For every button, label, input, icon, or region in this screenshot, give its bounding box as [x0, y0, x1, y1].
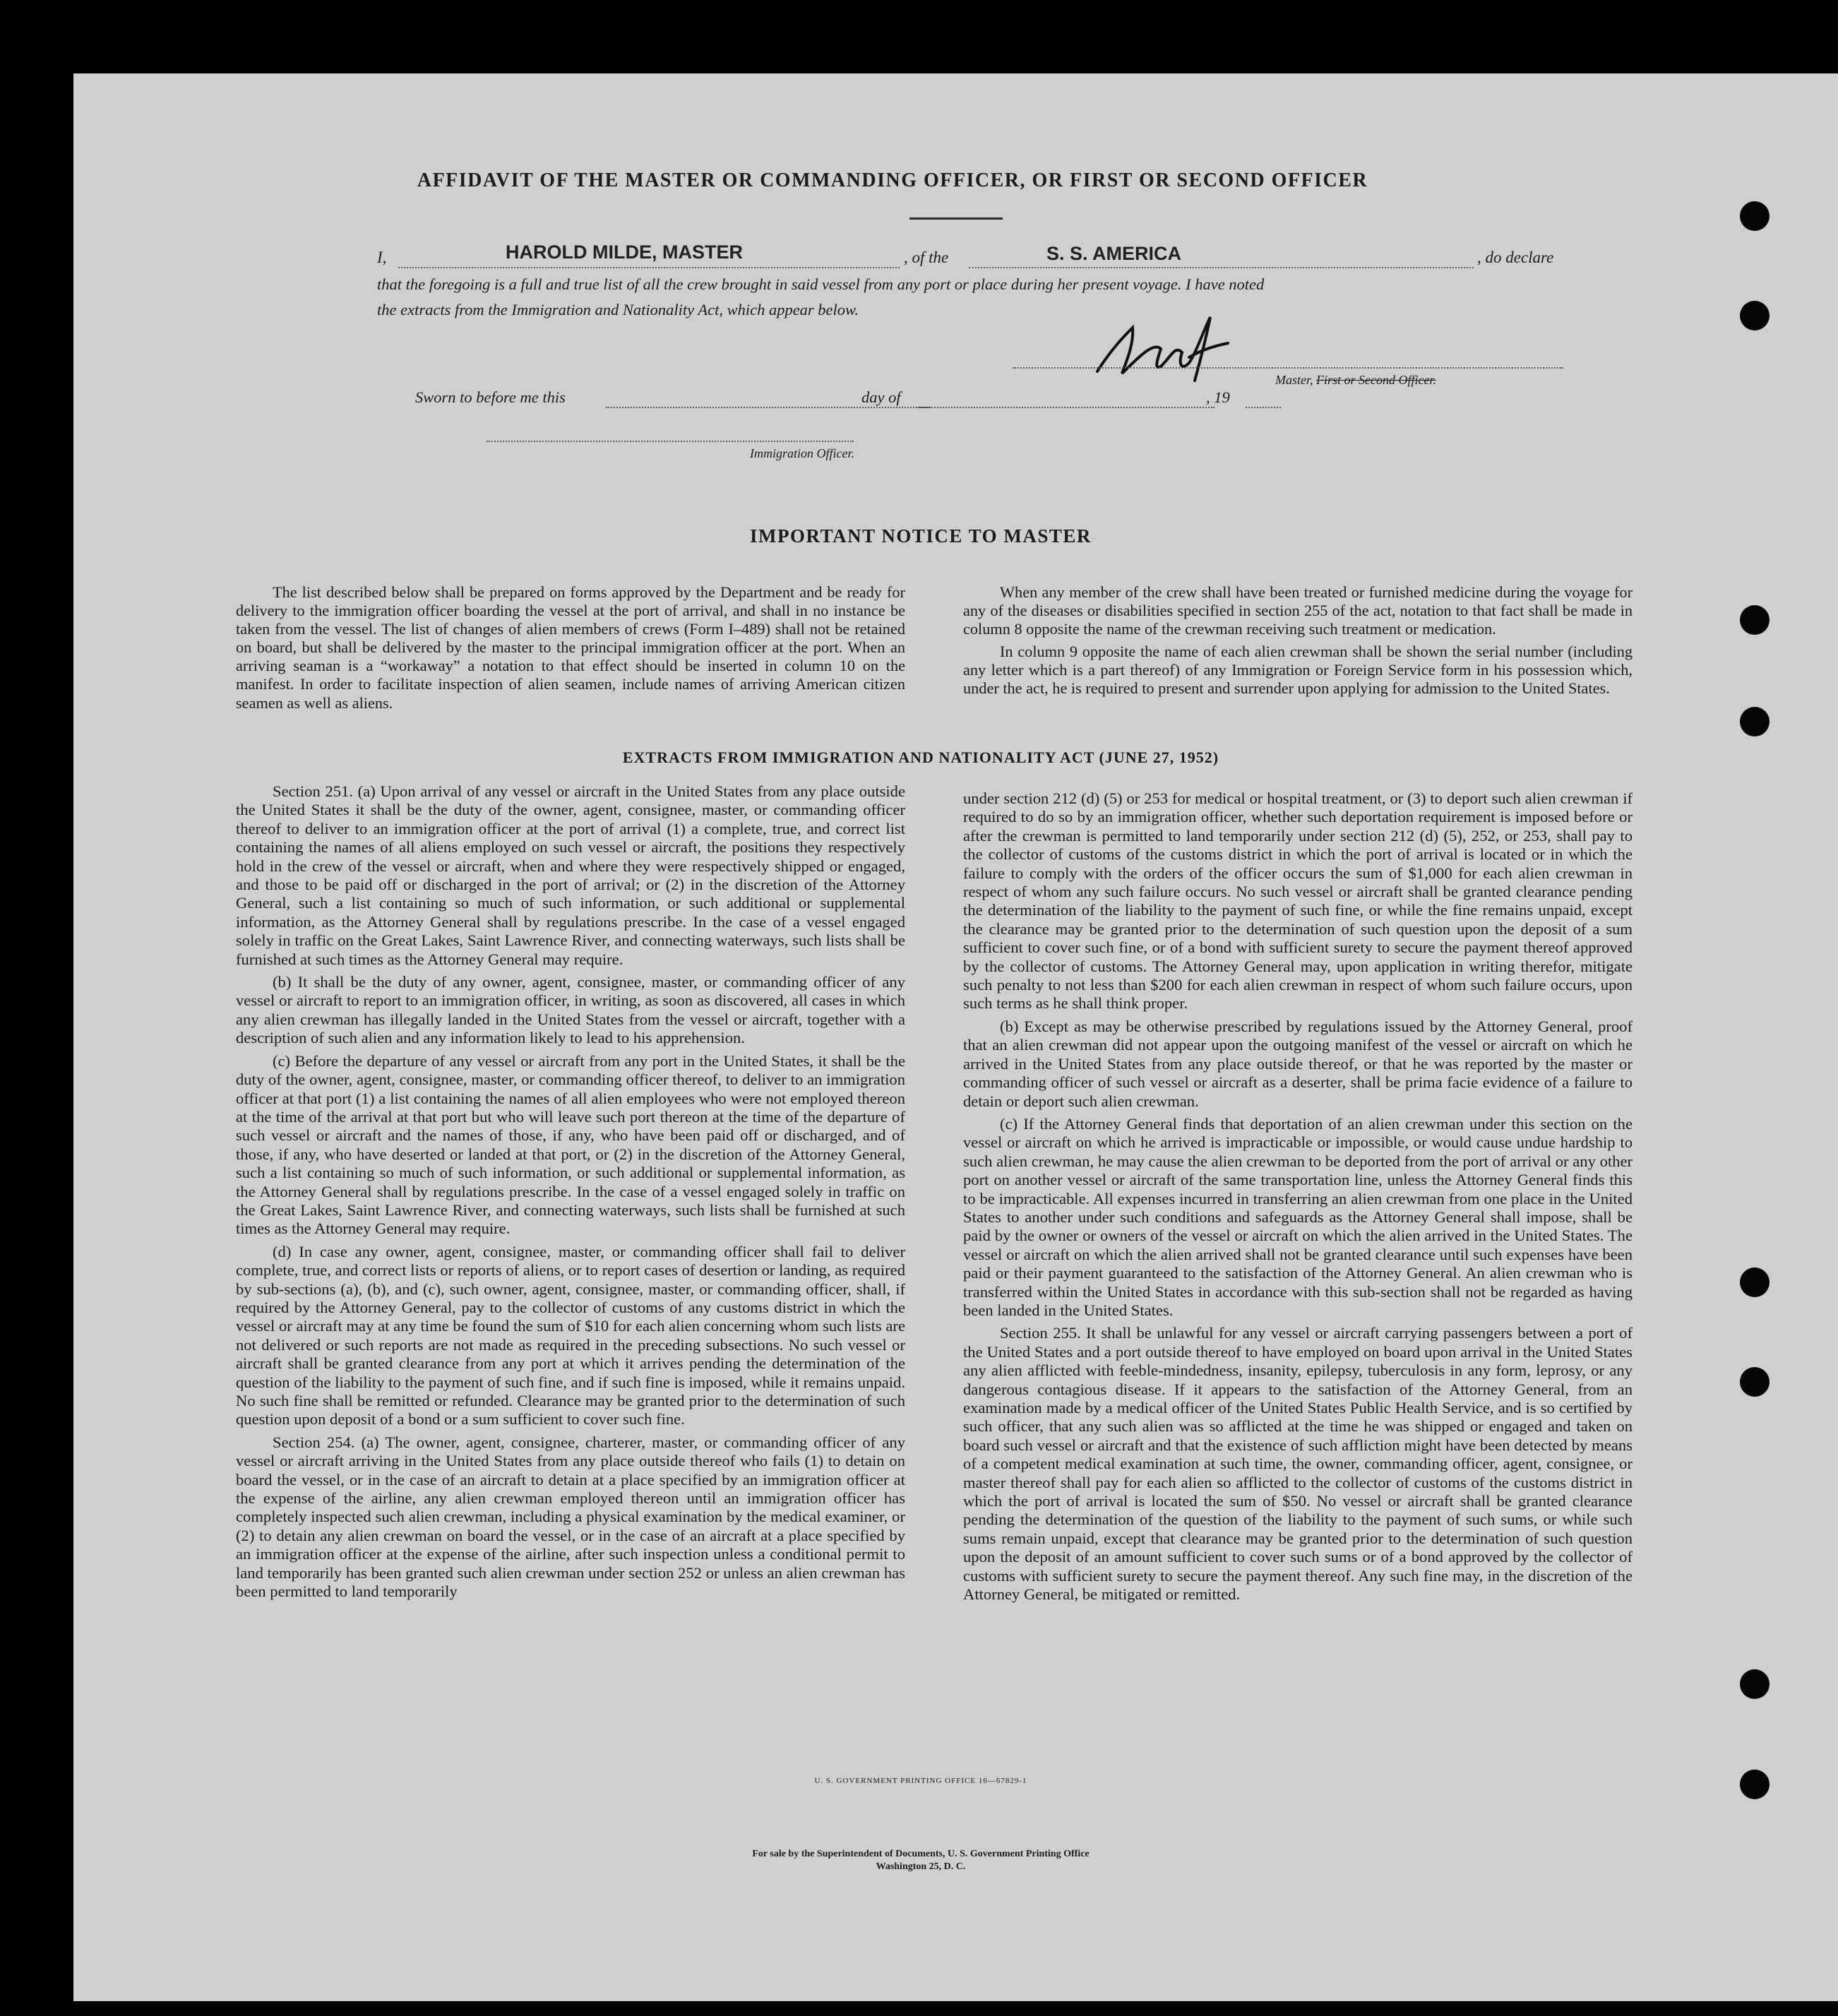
declaration-line-3: the extracts from the Immigration and Nationality Act, which appear below. — [377, 301, 859, 318]
title-rule — [909, 217, 1003, 220]
sworn-day-line — [606, 407, 931, 408]
of-the-label: , of the — [904, 249, 949, 266]
punch-hole — [1740, 1669, 1770, 1699]
printing-office-line: U. S. GOVERNMENT PRINTING OFFICE 16—67829-1 — [814, 1777, 1027, 1785]
master-signature — [1083, 306, 1267, 384]
notice-right-paragraph-2: In column 9 opposite the name of each alien crewman shall be shown the serial number (including any letter which is a part thereof) of any Immigration or Foreign Service form in his possession which, under the act, he is required to present and surrender upon applying for admission to the United States. — [963, 643, 1633, 698]
punch-hole — [1740, 605, 1770, 635]
struck-officer-title: First or Second Officer. — [1316, 373, 1436, 387]
signature-line — [1013, 367, 1563, 369]
i-label: I, — [377, 249, 387, 266]
vessel-name-field[interactable]: S. S. AMERICA — [1046, 243, 1182, 264]
name-line — [398, 267, 900, 268]
vessel-line — [969, 267, 1474, 268]
officer-signature-line — [487, 441, 854, 442]
sale-line-2: Washington 25, D. C. — [876, 1861, 966, 1872]
punch-hole — [1740, 1367, 1770, 1397]
notice-right-column — [963, 583, 1633, 703]
notice-left-column — [236, 583, 905, 717]
sworn-label: Sworn to before me this — [415, 388, 566, 406]
notice-title: IMPORTANT NOTICE TO MASTER — [750, 525, 1092, 547]
day-of-label: day of — [861, 388, 901, 406]
section-254-b: (b) Except as may be otherwise prescribed by regulations issued by the Attorney General, proof that an alien crewman did not appear upon the outgoing manifest of the vessel or aircraft on which he arrived in the United States from any place outside thereof, or that he was reported by the master or commanding officer of such vessel or aircraft as a deserter, shall be prima facie evidence of a failure to detain or deport such alien crewman. — [963, 1017, 1633, 1110]
sworn-year-line — [1246, 407, 1281, 408]
sworn-month-line — [918, 407, 1215, 408]
extracts-title: EXTRACTS FROM IMMIGRATION AND NATIONALITY ACT (JUNE 27, 1952) — [622, 748, 1219, 766]
master-title: Master, — [1275, 373, 1316, 387]
punch-hole — [1740, 1770, 1770, 1799]
section-251-c: (c) Before the departure of any vessel or aircraft from any port in the United States, it shall be the duty of the owner, agent, consignee, master, or commanding officer thereof, to deliver to an immigration officer at that port (1) a list containing the names of all alien employees who were not employed thereon at the time of the arrival at that port but who will leave such port thereon at the time of the departure of such vessel or aircraft and the names of those, if any, who have been paid off or discharged, and of those, if any, who have deserted or landed at that port, or (2) in the discretion of the Attorney General, such a list containing so much of such information, or such additional or supplemental information, as the Attorney General shall by regulations prescribe. In the case of a vessel engaged solely in traffic on the Great Lakes, Saint Lawrence River, and connecting waterways, such lists shall be furnished at such times as the Attorney General may require. — [236, 1051, 905, 1238]
punch-hole — [1740, 1268, 1770, 1297]
affidavit-title: AFFIDAVIT OF THE MASTER OR COMMANDING OFFICER, OR FIRST OR SECOND OFFICER — [417, 169, 1368, 191]
section-254-a: Section 254. (a) The owner, agent, consignee, charterer, master, or commanding officer of any vessel or aircraft arriving in the United States from any place outside thereof who fails (1) to detain on board the vessel, or in the case of an aircraft to detain at a place specified by an immigration officer at the expense of the airline, any alien crewman employed thereon until an immigration officer has completely inspected such alien crewman, including a physical examination by the medical examiner, or (2) to detain any alien crewman on board the vessel, or in the case of an aircraft at a place specified by an immigration officer at the expense of the airline, after such inspection unless a conditional permit to land temporarily has been granted such alien crewman under section 252 or unless an alien crewman has been permitted to land temporarily — [236, 1433, 905, 1601]
form-sheet — [73, 73, 1838, 2001]
extracts-right-column — [963, 789, 1633, 1608]
declaration-line-2: that the foregoing is a full and true list of all the crew brought in said vessel from any port or place during her present voyage. I have noted — [377, 275, 1265, 293]
section-251-a: Section 251. (a) Upon arrival of any vessel or aircraft in the United States from any place outside the United States it shall be the duty of the owner, agent, consignee, master, or commanding officer thereof to deliver to an immigration officer at the port of arrival (1) a complete, true, and correct list containing the names of all aliens employed on such vessel or aircraft, the positions they respectively hold in the crew of the vessel or aircraft, when and where they were respectively shipped or engaged, and those to be paid off or discharged in the port of arrival; or (2) in the discretion of the Attorney General, such a list containing so much of such information, or such additional or supplemental information, as the Attorney General shall by regulations prescribe. In the case of a vessel engaged solely in traffic on the Great Lakes, Saint Lawrence River, and connecting waterways, such lists shall be furnished at such times as the Attorney General may require. — [236, 782, 905, 968]
punch-hole — [1740, 201, 1770, 231]
signature-role-label — [1275, 373, 1436, 388]
section-251-d: (d) In case any owner, agent, consignee, master, or commanding officer shall fail to deliver complete, true, and correct lists or reports of aliens, or to report cases of desertion or landing, as required by sub-sections (a), (b), and (c), such owner, agent, consignee, master, or commanding officer, shall, if required by the Attorney General, pay to the collector of customs of any customs district in which the vessel or aircraft may at any time be found the sum of $10 for each alien concerning whom such lists are not delivered or such reports are not made as required in the preceding subsections. No such vessel or aircraft shall be granted clearance from any port at which it arrives pending the determination of the question of the liability to the payment of such fine, and if such fine is imposed, while it remains unpaid. No such fine shall be remitted or refunded. Clearance may be granted prior to the determination of such question upon deposit of a bond or a sum sufficient to cover such fine. — [236, 1242, 905, 1429]
sale-line-1: For sale by the Superintendent of Documents, U. S. Government Printing Office — [752, 1849, 1090, 1859]
year-label: , 19 — [1206, 388, 1230, 406]
notice-right-paragraph-1: When any member of the crew shall have been treated or furnished medicine during the voyage for any of the diseases or disabilities specified in section 255 of the act, notation to that fact shall be made in column 8 opposite the name of the crewman receiving such treatment or medication. — [963, 583, 1633, 638]
declare-label: , do declare — [1477, 249, 1554, 266]
punch-hole — [1740, 301, 1770, 330]
extracts-left-column — [236, 782, 905, 1605]
notice-left-paragraph: The list described below shall be prepared on forms approved by the Department and be ready for delivery to the immigration officer boarding the vessel at the port of arrival, and shall in no instance be taken from the vessel. The list of changes of alien members of crews (Form I–489) shall not be retained on board, but shall be delivered by the master to the principal immigration officer at the port. When an arriving seaman is a “workaway” a notation to that effect should be inserted in column 10 on the manifest. In order to facilitate inspection of alien seamen, include names of arriving American citizen seamen as well as aliens. — [236, 583, 905, 712]
punch-hole — [1740, 707, 1770, 736]
section-254-a-continued: under section 212 (d) (5) or 253 for medical or hospital treatment, or (3) to deport such alien crewman if required to do so by an immigration officer, whether such deportation requirement is imposed before or after the crewman is permitted to land temporarily under section 212 (d) (5), 252, or 253, shall pay to the collector of customs of the customs district in which the port of arrival is located or in which the failure to comply with the orders of the officer occurs the sum of $1,000 for each alien crewman in respect of whom any such failure occurs. No such vessel or aircraft shall be granted clearance pending the determination of the liability to the payment of such fine, or while the fine remains unpaid, except the clearance may be granted prior to the determination of such question upon the deposit of a sum sufficient to cover such fine, or of a bond with sufficient surety to secure the payment thereof approved by the collector of customs. The Attorney General may, upon application in writing therefor, mitigate such penalty to not less than $200 for each alien crewman in respect of whom such failure occurs, upon such terms as he shall think proper. — [963, 789, 1633, 1013]
master-name-field[interactable]: HAROLD MILDE, MASTER — [506, 241, 743, 263]
section-254-c: (c) If the Attorney General finds that deportation of an alien crewman under this section on the vessel or aircraft on which he arrived is impracticable or impossible, or would cause undue hardship to such alien crewman, he may cause the alien crewman to be deported from the port of arrival or any other port on another vessel or aircraft of the same transportation line, unless the Attorney General finds this to be impracticable. All expenses incurred in transferring an alien crewman from one place in the United States to another under such conditions and safeguards as the Attorney General shall impose, shall be paid by the owner or owners of the vessel or aircraft on which the alien arrived in the United States. The vessel or aircraft on which the alien arrived shall not be granted clearance until such expenses have been paid or their payment guaranteed to the satisfaction of the Attorney General. An alien crewman who is transferred within the United States in accordance with this sub-section shall not be regarded as having been landed in the United States. — [963, 1114, 1633, 1319]
officer-label: Immigration Officer. — [750, 446, 854, 460]
section-255: Section 255. It shall be unlawful for any vessel or aircraft carrying passengers between a port of the United States and a port outside thereof to have employed on board upon arrival in the United States any alien afflicted with feeble-mindedness, insanity, epilepsy, tuberculosis in any form, leprosy, or any dangerous contagious disease. If it appears to the satisfaction of the Attorney General, from an examination made by a medical officer of the United States Public Health Service, and is so certified by such officer, that any such alien was so afflicted at the time he was shipped or engaged and taken on board such vessel or aircraft and that the existence of such affliction might have been detected by means of a competent medical examination at such time, the owner, commanding officer, agent, consignee, or master thereof shall pay for each alien so afflicted to the collector of customs of the customs district in which the port of arrival is located the sum of $50. No vessel or aircraft shall be granted clearance pending the determination of the question of the liability to the payment of such sums, or while such sums remain unpaid, except that clearance may be granted prior to the determination of such question upon the deposit of an amount sufficient to cover such sums or of a bond approved by the collector of customs with sufficient surety to secure the payment thereof. Any such fine may, in the discretion of the Attorney General, be mitigated or remitted. — [963, 1324, 1633, 1604]
section-251-b: (b) It shall be the duty of any owner, agent, consignee, master, or commanding officer of any vessel or aircraft to report to an immigration officer, in writing, as soon as discovered, all cases in which any alien crewman has illegally landed in the United States from the vessel or aircraft, together with a description of such alien and any information likely to lead to his apprehension. — [236, 973, 905, 1047]
